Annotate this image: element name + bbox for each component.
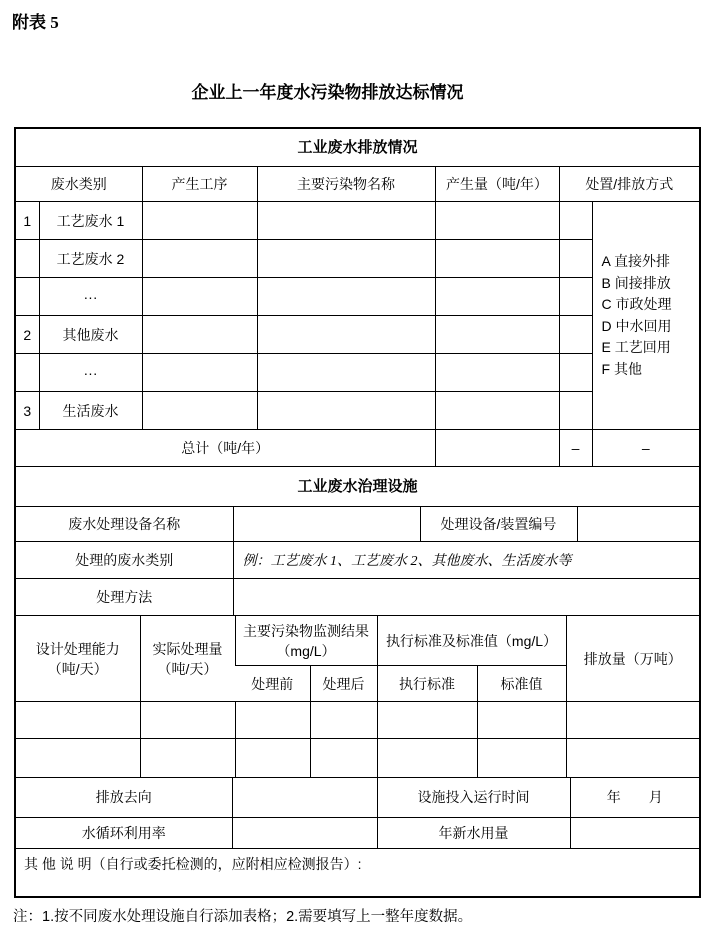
standard-input-cell[interactable] (377, 739, 477, 777)
wastewater-name: 工艺废水 2 (39, 240, 142, 278)
disposal-input-cell[interactable] (559, 316, 592, 354)
process-input-cell[interactable] (142, 316, 257, 354)
amount-input-cell[interactable] (435, 278, 559, 316)
total-amount-input-cell[interactable] (435, 430, 559, 466)
table-row (16, 777, 699, 817)
process-input-cell[interactable] (142, 278, 257, 316)
freshwater-input-cell[interactable] (570, 817, 699, 848)
row-number (16, 354, 39, 392)
disposal-option: A 直接外排 (601, 253, 670, 269)
equipment-name-label: 废水处理设备名称 (16, 506, 233, 541)
amount-input-cell[interactable] (435, 316, 559, 354)
before-input-cell[interactable] (235, 702, 310, 739)
runtime-label: 设施投入运行时间 (377, 777, 570, 817)
monitoring-data-row (16, 702, 699, 739)
col-header-disposal: 处置/排放方式 (559, 167, 699, 202)
standard-input-cell[interactable] (377, 702, 477, 739)
row-number: 3 (16, 392, 39, 430)
monitoring-table (16, 615, 699, 777)
design-capacity-input-cell[interactable] (16, 702, 140, 739)
actual-amount-header: 实际处理量（吨/天） (140, 616, 235, 702)
total-legend-dash: – (592, 430, 699, 466)
footnote: 注：1.按不同废水处理设施自行添加表格；2.需要填写上一整年度数据。 (13, 909, 473, 925)
process-input-cell[interactable] (142, 392, 257, 430)
actual-amount-input-cell[interactable] (140, 739, 235, 777)
before-input-cell[interactable] (235, 739, 310, 777)
equipment-no-label: 处理设备/装置编号 (420, 506, 577, 541)
amount-input-cell[interactable] (435, 240, 559, 278)
discharge-volume-input-cell[interactable] (566, 702, 699, 739)
disposal-input-cell[interactable] (559, 392, 592, 430)
discharge-table (16, 166, 699, 466)
method-input-cell[interactable] (233, 578, 699, 615)
after-treatment-header: 处理后 (310, 666, 377, 702)
disposal-input-cell[interactable] (559, 240, 592, 278)
discharge-header-row (16, 167, 699, 202)
row-number: 1 (16, 202, 39, 240)
process-input-cell[interactable] (142, 240, 257, 278)
standard-value-input-cell[interactable] (477, 739, 566, 777)
disposal-input-cell[interactable] (559, 354, 592, 392)
col-header-pollutants: 主要污染物名称 (257, 167, 435, 202)
table-row (16, 506, 699, 541)
wastewater-name: 生活废水 (39, 392, 142, 430)
actual-amount-input-cell[interactable] (140, 702, 235, 739)
process-input-cell[interactable] (142, 354, 257, 392)
table-row (16, 578, 699, 615)
recycle-rate-label: 水循环利用率 (16, 817, 232, 848)
disposal-option: E 工艺回用 (601, 339, 671, 355)
pollutants-input-cell[interactable] (257, 316, 435, 354)
discharge-direction-label: 排放去向 (16, 777, 232, 817)
monitor-result-group-header: 主要污染物监测结果（mg/L） (235, 616, 377, 666)
standard-header: 执行标准 (377, 666, 477, 702)
pollutants-input-cell[interactable] (257, 354, 435, 392)
total-disposal-dash: – (559, 430, 592, 466)
total-label: 总计（吨/年） (16, 430, 435, 466)
row-number (16, 278, 39, 316)
treated-category-label: 处理的废水类别 (16, 541, 233, 578)
pollutants-input-cell[interactable] (257, 392, 435, 430)
discharge-volume-input-cell[interactable] (566, 739, 699, 777)
col-header-category: 废水类别 (16, 167, 142, 202)
disposal-option: C 市政处理 (601, 296, 672, 312)
disposal-input-cell[interactable] (559, 278, 592, 316)
row-number: 2 (16, 316, 39, 354)
treatment-info-table (16, 506, 699, 616)
runtime-value-cell[interactable]: 年 月 (570, 777, 699, 817)
disposal-input-cell[interactable] (559, 202, 592, 240)
pollutants-input-cell[interactable] (257, 278, 435, 316)
discharge-volume-header: 排放量（万吨） (566, 616, 699, 702)
after-input-cell[interactable] (310, 739, 377, 777)
discharge-direction-input-cell[interactable] (232, 777, 377, 817)
wastewater-name: 其他废水 (39, 316, 142, 354)
standard-group-header: 执行标准及标准值（mg/L） (377, 616, 566, 666)
monitoring-data-row (16, 739, 699, 777)
row-number (16, 240, 39, 278)
section-header-discharge: 工业废水排放情况 (297, 139, 418, 156)
standard-value-header: 标准值 (477, 666, 566, 702)
freshwater-label: 年新水用量 (377, 817, 570, 848)
table-row (16, 817, 699, 848)
operation-info-table (16, 777, 699, 849)
other-remarks-label: 其 他 说 明（自行或委托检测的，应附相应检测报告）: (24, 856, 362, 872)
disposal-option: B 间接排放 (601, 274, 671, 291)
pollutants-input-cell[interactable] (257, 240, 435, 278)
table-row (16, 202, 699, 240)
design-capacity-input-cell[interactable] (16, 739, 140, 777)
before-treatment-header: 处理前 (235, 666, 310, 702)
appendix-label: 附表 5 (12, 13, 59, 32)
process-input-cell[interactable] (142, 202, 257, 240)
col-header-amount: 产生量（吨/年） (435, 167, 559, 202)
monitoring-header-row (16, 616, 699, 666)
disposal-option: F 其他 (601, 360, 642, 377)
equipment-no-input-cell[interactable] (577, 506, 699, 541)
equipment-name-input-cell[interactable] (233, 506, 420, 541)
pollutants-input-cell[interactable] (257, 202, 435, 240)
after-input-cell[interactable] (310, 702, 377, 739)
amount-input-cell[interactable] (435, 202, 559, 240)
col-header-process: 产生工序 (142, 167, 257, 202)
design-capacity-header: 设计处理能力（吨/天） (16, 616, 140, 702)
wastewater-name: ··· (39, 354, 142, 392)
wastewater-name: ··· (39, 278, 142, 316)
disposal-options-legend (592, 202, 699, 430)
amount-input-cell[interactable] (435, 354, 559, 392)
disposal-option: D 中水回用 (601, 317, 672, 334)
form-table (14, 127, 701, 898)
other-remarks-cell[interactable] (16, 848, 699, 896)
method-label: 处理方法 (16, 578, 233, 615)
table-row (16, 541, 699, 578)
wastewater-name: 工艺废水 1 (39, 202, 142, 240)
recycle-rate-input-cell[interactable] (232, 817, 377, 848)
treated-category-example: 例：工艺废水 1、工艺废水 2、其他废水、生活废水等 (233, 541, 699, 578)
amount-input-cell[interactable] (435, 392, 559, 430)
section-header-treatment: 工业废水治理设施 (16, 466, 699, 506)
page-title: 企业上一年度水污染物排放达标情况 (191, 83, 464, 102)
standard-value-input-cell[interactable] (477, 702, 566, 739)
total-row (16, 430, 699, 466)
